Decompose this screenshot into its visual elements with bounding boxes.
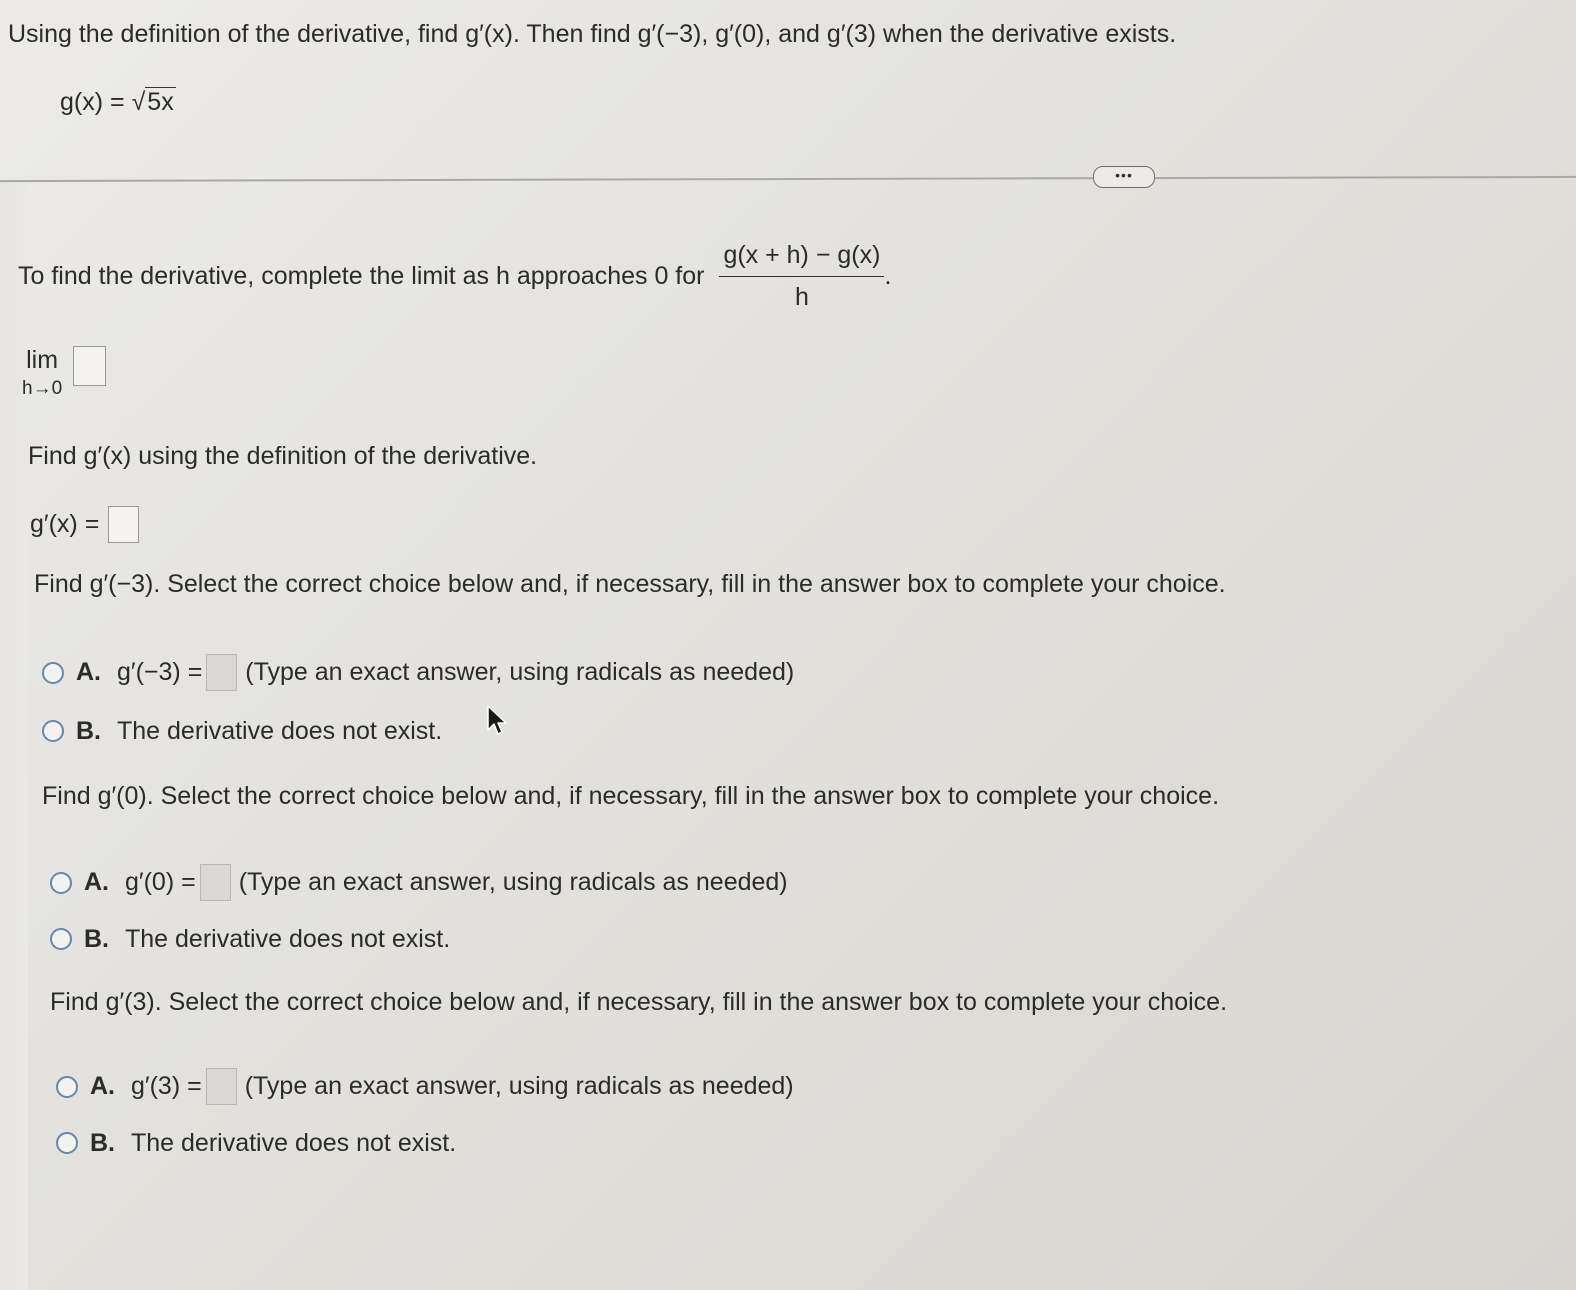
radio-button[interactable] <box>42 662 64 684</box>
choice-letter: A. <box>84 868 109 896</box>
choice-letter: A. <box>90 1072 115 1100</box>
lim-operator <box>22 346 62 400</box>
derivative-answer-box[interactable] <box>108 506 139 543</box>
function-definition <box>60 88 176 117</box>
choice-a-hint: (Type an exact answer, using radicals as needed) <box>238 868 788 896</box>
lim-subscript: h→0 <box>22 378 63 399</box>
sqrt-symbol: √ <box>131 88 146 116</box>
radio-button[interactable] <box>56 1132 78 1154</box>
derivative-answer-row <box>30 506 143 543</box>
choice-letter: B. <box>76 716 101 745</box>
limit-prompt: To find the derivative, complete the limit as h approaches 0 for <box>18 262 705 290</box>
choice-b-text: The derivative does not exist. <box>131 1128 457 1157</box>
answer-box[interactable] <box>200 864 231 901</box>
choice-letter: A. <box>76 658 101 686</box>
answer-box[interactable] <box>206 1068 237 1105</box>
difference-quotient <box>719 241 884 312</box>
derivative-prompt: Find g′(x) using the definition of the derivative. <box>28 442 538 470</box>
question-g-3-choice-b[interactable] <box>56 1128 456 1158</box>
section-divider <box>0 176 1576 182</box>
radio-button[interactable] <box>42 720 64 742</box>
question-g-0-prompt: Find g′(0). Select the correct choice below and, if necessary, fill in the answer box to complete your choice. <box>42 782 1220 810</box>
fraction-numerator: g(x + h) − g(x) <box>719 241 884 277</box>
choice-a-lhs: g′(0) = <box>125 868 196 896</box>
function-lhs: g(x) = <box>60 88 125 116</box>
question-g-3-choice-a[interactable] <box>56 1068 794 1105</box>
choice-b-text: The derivative does not exist. <box>117 716 443 745</box>
choice-a-lhs: g′(−3) = <box>117 658 203 686</box>
question-g-0-choice-a[interactable] <box>50 864 788 901</box>
limit-expression <box>22 346 110 401</box>
radio-button[interactable] <box>50 928 72 950</box>
mouse-cursor-icon <box>486 704 510 738</box>
choice-b-text: The derivative does not exist. <box>125 924 451 953</box>
fraction-denominator: h <box>794 283 809 311</box>
period: . <box>884 262 892 290</box>
question-g-3-prompt: Find g′(3). Select the correct choice below and, if necessary, fill in the answer box to complete your choice. <box>50 988 1228 1016</box>
derivative-lhs: g′(x) = <box>30 510 100 538</box>
lim-label: lim <box>26 346 59 374</box>
choice-letter: B. <box>84 924 109 953</box>
question-g-neg3-prompt: Find g′(−3). Select the correct choice below and, if necessary, fill in the answer box to complete your choice. <box>34 570 1226 598</box>
function-radicand: 5x <box>147 88 174 116</box>
instruction-text: Using the definition of the derivative, find g′(x). Then find g′(−3), g′(0), and g′(3) when the derivative exists. <box>8 20 1177 48</box>
radio-button[interactable] <box>56 1076 78 1098</box>
question-g-0-choice-b[interactable] <box>50 924 450 954</box>
limit-prompt-row <box>18 241 891 312</box>
choice-a-hint: (Type an exact answer, using radicals as needed) <box>245 658 795 686</box>
choice-a-lhs: g′(3) = <box>131 1072 202 1100</box>
limit-answer-box[interactable] <box>73 346 106 386</box>
more-options-button[interactable]: ••• <box>1093 166 1155 188</box>
question-g-neg3-choice-a[interactable] <box>42 654 794 691</box>
choice-letter: B. <box>90 1128 115 1157</box>
answer-box[interactable] <box>206 654 237 691</box>
question-g-neg3-choice-b[interactable] <box>42 716 442 746</box>
radio-button[interactable] <box>50 872 72 894</box>
choice-a-hint: (Type an exact answer, using radicals as needed) <box>244 1072 794 1100</box>
